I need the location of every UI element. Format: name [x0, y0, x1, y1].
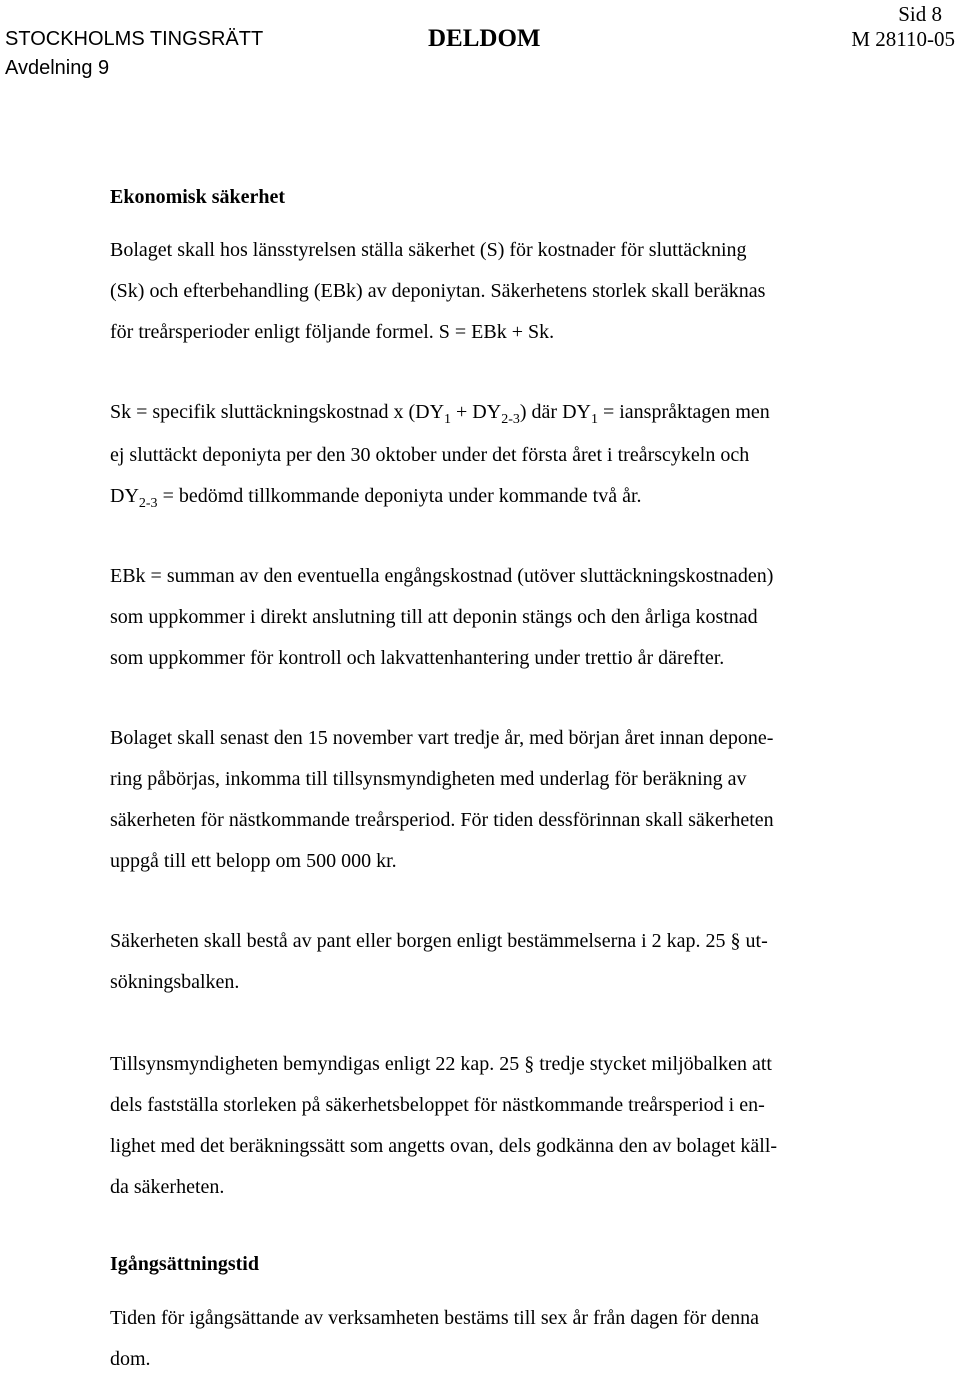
case-number: M 28110-05 [851, 27, 955, 51]
ebk-paragraph [110, 556, 773, 679]
section-heading-security: Ekonomisk säkerhet [110, 186, 286, 208]
text-line: ring påbörjas, inkomma till tillsynsmyndigheten med underlag för beräkning av [110, 768, 747, 790]
text-line: Bolaget skall senast den 15 november vart tredje år, med början året innan depone- [110, 727, 774, 749]
formula-line: Sk = specifik sluttäckningskostnad x $(DY_1 + DY_{2-3})$ där $DY_1$ = ianspråktagen men [110, 401, 770, 427]
text-line: för treårsperioder enligt följande formel. S = EBk + Sk. [110, 321, 555, 343]
text-line: som uppkommer för kontroll och lakvattenhantering under trettio år därefter. [110, 647, 725, 669]
text-line: (Sk) och efterbehandling (EBk) av deponiytan. Säkerhetens storlek skall beräknas [110, 280, 766, 302]
document-type: DELDOM [428, 25, 541, 52]
section-heading-start: Igångsättningstid [110, 1253, 259, 1275]
text-line: Tiden för igångsättande av verksamheten bestäms till sex år från dagen för denna [110, 1307, 760, 1329]
text-line: sökningsbalken. [110, 971, 240, 993]
division: Avdelning 9 [5, 57, 110, 79]
text-line: Tillsynsmyndigheten bemyndigas enligt 22 kap. 25 § tredje stycket miljöbalken att [110, 1053, 772, 1075]
text-line: dom. [110, 1348, 151, 1370]
text-line: Bolaget skall hos länsstyrelsen ställa säkerhet (S) för kostnader för sluttäckning [110, 239, 747, 261]
court-name: STOCKHOLMS TINGSRÄTT [5, 28, 264, 50]
text-line: lighet med det beräkningssätt som angetts ovan, dels godkänna den av bolaget käll- [110, 1135, 778, 1157]
text-line: Säkerheten skall bestå av pant eller borgen enligt bestämmelserna i 2 kap. 25 § ut- [110, 930, 768, 952]
text-line: säkerheten för nästkommande treårsperiod. För tiden dessförinnan skall säkerheten [110, 809, 774, 831]
text-line: uppgå till ett belopp om 500 000 kr. [110, 850, 397, 872]
authority-paragraph [110, 1044, 777, 1208]
text-line: da säkerheten. [110, 1176, 225, 1198]
text-line: EBk = summan av den eventuella engångskostnad (utöver sluttäckningskostnaden) [110, 565, 774, 587]
security-paragraph-1 [110, 230, 765, 353]
formula-paragraph [110, 392, 770, 519]
page-number: Sid 8 [898, 2, 942, 26]
pledge-paragraph [110, 921, 768, 1003]
text-line: dels fastställa storleken på säkerhetsbeloppet för nästkommande treårsperiod i en- [110, 1094, 765, 1116]
deadline-paragraph [110, 718, 774, 882]
text-line: som uppkommer i direkt anslutning till att deponin stängs och den årliga kostnad [110, 606, 758, 628]
formula-line: $DY_{2-3}$ = bedömd tillkommande deponiyta under kommande två år. [110, 485, 642, 511]
start-paragraph [110, 1298, 759, 1380]
text-line: ej sluttäckt deponiyta per den 30 oktober under det första året i treårscykeln och [110, 444, 750, 466]
